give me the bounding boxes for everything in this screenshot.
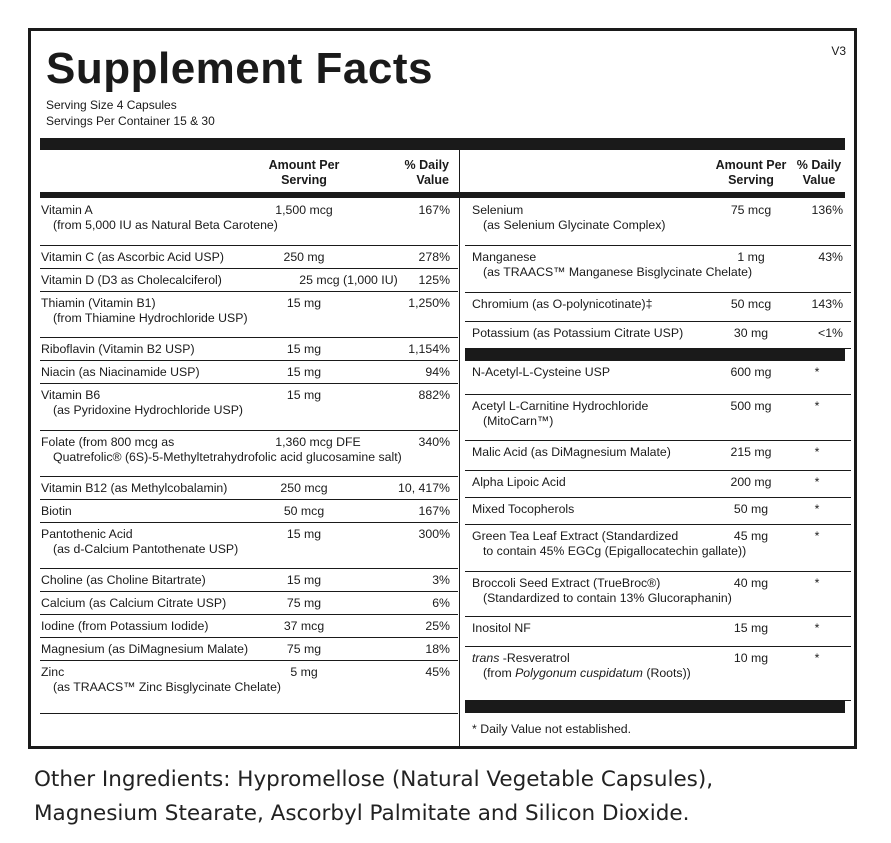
right-thick-bar-1 xyxy=(465,349,845,361)
amount-per-serving: 1,500 mcg xyxy=(275,203,333,217)
dv-header-line1: % Daily xyxy=(404,158,449,172)
daily-value: * xyxy=(814,399,820,413)
nutrient-source: (as Selenium Glycinate Complex) xyxy=(483,218,666,232)
right-row-divider xyxy=(465,245,851,246)
nutrient-name: Thiamin (Vitamin B1) xyxy=(41,296,156,310)
amount-per-serving: 250 mcg xyxy=(280,481,328,495)
right-row-divider xyxy=(465,497,851,498)
amount-header-left xyxy=(249,158,359,188)
nutrient-name: Vitamin A xyxy=(41,203,93,217)
nutrient-name: Inositol NF xyxy=(472,621,531,635)
left-row-divider xyxy=(40,476,458,477)
daily-value: * xyxy=(814,529,820,543)
daily-value: 167% xyxy=(418,504,450,518)
nutrient-source: (as TRAACS™ Manganese Bisglycinate Chelate) xyxy=(483,265,753,279)
left-row-divider xyxy=(40,614,458,615)
left-row-divider xyxy=(40,291,458,292)
dv-header-line2: Value xyxy=(802,173,836,187)
left-row-divider xyxy=(40,268,458,269)
amount-per-serving: 250 mg xyxy=(283,250,325,264)
amount-header-line1: Amount Per xyxy=(268,158,340,172)
nutrient-name: Calcium (as Calcium Citrate USP) xyxy=(41,596,227,610)
nutrient-name: Riboflavin (Vitamin B2 USP) xyxy=(41,342,195,356)
nutrient-name: Vitamin B6 xyxy=(41,388,101,402)
amount-per-serving: 15 mg xyxy=(286,388,322,402)
daily-value: * xyxy=(814,651,820,665)
amount-header-right xyxy=(701,158,801,188)
version-label: V3 xyxy=(831,44,846,58)
amount-header-line2: Serving xyxy=(281,173,327,187)
left-row-divider xyxy=(40,522,458,523)
daily-value: * xyxy=(814,365,820,379)
header-thick-bar xyxy=(40,192,845,198)
daily-value: 1,154% xyxy=(408,342,450,356)
amount-per-serving: 15 mg xyxy=(286,296,322,310)
serving-size: Serving Size 4 Capsules xyxy=(46,98,177,112)
nutrient-source: (as d-Calcium Pantothenate USP) xyxy=(53,542,239,556)
amount-per-serving: 15 mg xyxy=(286,342,322,356)
amount-per-serving: 75 mg xyxy=(286,642,322,656)
right-row-divider xyxy=(465,646,851,647)
nutrient-name: Acetyl L-Carnitine Hydrochloride xyxy=(472,399,649,413)
column-separator xyxy=(459,150,460,746)
right-row-divider xyxy=(465,440,851,441)
amount-per-serving: 75 mg xyxy=(286,596,322,610)
nutrient-name: Folate (from 800 mcg as xyxy=(41,435,175,449)
right-row-divider xyxy=(465,616,851,617)
right-row-divider xyxy=(465,524,851,525)
nutrient-name: Vitamin B12 (as Methylcobalamin) xyxy=(41,481,228,495)
amount-per-serving: 37 mcg xyxy=(283,619,325,633)
nutrient-name: Alpha Lipoic Acid xyxy=(472,475,566,489)
dv-header-line2: Value xyxy=(416,173,449,187)
nutrient-source: (MitoCarn™) xyxy=(483,414,554,428)
daily-value: 43% xyxy=(818,250,843,264)
amount-per-serving: 30 mg xyxy=(733,326,769,340)
amount-per-serving: 50 mcg xyxy=(283,504,325,518)
dv-header-line1: % Daily xyxy=(796,158,842,172)
amount-per-serving: 15 mg xyxy=(286,573,322,587)
daily-value: 136% xyxy=(811,203,843,217)
amount-per-serving: 600 mg xyxy=(730,365,772,379)
nutrient-name: Pantothenic Acid xyxy=(41,527,133,541)
other-ingredients-line1: Other Ingredients: Hypromellose (Natural Vegetable Capsules), xyxy=(34,767,714,792)
top-thick-bar xyxy=(40,138,845,150)
nutrient-name-italic: trans xyxy=(472,651,500,665)
amount-per-serving: 15 mg xyxy=(286,527,322,541)
amount-per-serving: 5 mg xyxy=(290,665,318,679)
nutrient-name: Choline (as Choline Bitartrate) xyxy=(41,573,206,587)
nutrient-source: (from Polygonum cuspidatum (Roots)) xyxy=(483,666,691,680)
nutrient-source: (as TRAACS™ Zinc Bisglycinate Chelate) xyxy=(53,680,282,694)
left-row-divider xyxy=(40,568,458,569)
nutrient-name: Biotin xyxy=(41,504,72,518)
daily-value: <1% xyxy=(818,326,843,340)
nutrient-source: to contain 45% EGCg (Epigallocatechin gallate)) xyxy=(483,544,747,558)
nutrient-source: (from 5,000 IU as Natural Beta Carotene) xyxy=(53,218,278,232)
daily-value: * xyxy=(814,621,820,635)
left-row-divider xyxy=(40,713,458,714)
left-row-divider xyxy=(40,499,458,500)
daily-value: * xyxy=(814,576,820,590)
nutrient-name: Vitamin C (as Ascorbic Acid USP) xyxy=(41,250,224,264)
left-row-divider xyxy=(40,360,458,361)
daily-value: 278% xyxy=(418,250,450,264)
left-row-divider xyxy=(40,245,458,246)
nutrient-name: Malic Acid (as DiMagnesium Malate) xyxy=(472,445,671,459)
amount-per-serving: 1,360 mcg DFE xyxy=(275,435,361,449)
daily-value: 125% xyxy=(418,273,450,287)
right-row-divider xyxy=(465,394,851,395)
amount-per-serving: 215 mg xyxy=(730,445,772,459)
daily-value: 18% xyxy=(425,642,450,656)
supplement-facts-panel xyxy=(28,28,857,749)
left-row-divider xyxy=(40,637,458,638)
nutrient-source: Quatrefolic® (6S)-5-Methyltetrahydrofolic acid glucosamine salt) xyxy=(53,450,402,464)
other-ingredients xyxy=(34,763,713,831)
amount-per-serving: 10 mg xyxy=(733,651,769,665)
daily-value: * xyxy=(814,502,820,516)
nutrient-name: Zinc xyxy=(41,665,65,679)
nutrient-name: Chromium (as O-polynicotinate)‡ xyxy=(472,297,653,311)
nutrient-name: Vitamin D (D3 as Cholecalciferol) xyxy=(41,273,222,287)
daily-value: 25% xyxy=(425,619,450,633)
dv-header-left xyxy=(386,158,449,188)
daily-value: 3% xyxy=(432,573,450,587)
panel-title: Supplement Facts xyxy=(46,44,433,93)
left-row-divider xyxy=(40,337,458,338)
nutrient-name: Iodine (from Potassium Iodide) xyxy=(41,619,209,633)
daily-value: 340% xyxy=(418,435,450,449)
amount-per-serving: 15 mg xyxy=(733,621,769,635)
amount-header-line2: Serving xyxy=(728,173,774,187)
dv-header-right xyxy=(789,158,849,188)
nutrient-name: Manganese xyxy=(472,250,537,264)
nutrient-source: (Standardized to contain 13% Glucoraphanin) xyxy=(483,591,732,605)
amount-per-serving: 50 mcg xyxy=(730,297,772,311)
left-row-divider xyxy=(40,660,458,661)
amount-per-serving: 50 mg xyxy=(733,502,769,516)
right-row-divider xyxy=(465,321,851,322)
amount-per-serving: 200 mg xyxy=(730,475,772,489)
nutrient-source: (from Thiamine Hydrochloride USP) xyxy=(53,311,248,325)
daily-value: 45% xyxy=(425,665,450,679)
nutrient-name: trans -Resveratrol xyxy=(472,651,570,665)
nutrient-name: Magnesium (as DiMagnesium Malate) xyxy=(41,642,249,656)
servings-per-container: Servings Per Container 15 & 30 xyxy=(46,114,215,128)
daily-value: 10, 417% xyxy=(398,481,450,495)
nutrient-name: N-Acetyl-L-Cysteine USP xyxy=(472,365,611,379)
daily-value: * xyxy=(814,475,820,489)
source-italic: Polygonum cuspidatum xyxy=(515,666,643,680)
nutrient-name: Broccoli Seed Extract (TrueBroc®) xyxy=(472,576,661,590)
daily-value: 94% xyxy=(425,365,450,379)
amount-per-serving: 25 mcg (1,000 IU) xyxy=(299,273,398,287)
daily-value: 300% xyxy=(418,527,450,541)
daily-value: 167% xyxy=(418,203,450,217)
daily-value: 6% xyxy=(432,596,450,610)
nutrient-name: Niacin (as Niacinamide USP) xyxy=(41,365,200,379)
nutrient-name: Mixed Tocopherols xyxy=(472,502,575,516)
amount-per-serving: 75 mcg xyxy=(730,203,772,217)
amount-per-serving: 15 mg xyxy=(286,365,322,379)
daily-value: * xyxy=(814,445,820,459)
nutrient-source: (as Pyridoxine Hydrochloride USP) xyxy=(53,403,243,417)
amount-per-serving: 1 mg xyxy=(737,250,765,264)
right-row-divider xyxy=(465,470,851,471)
left-row-divider xyxy=(40,430,458,431)
daily-value: 1,250% xyxy=(408,296,450,310)
right-thick-bar-2 xyxy=(465,701,845,713)
amount-per-serving: 45 mg xyxy=(733,529,769,543)
footnote: * Daily Value not established. xyxy=(472,722,632,736)
amount-per-serving: 500 mg xyxy=(730,399,772,413)
nutrient-name: Potassium (as Potassium Citrate USP) xyxy=(472,326,684,340)
amount-header-line1: Amount Per xyxy=(715,158,787,172)
amount-per-serving: 40 mg xyxy=(733,576,769,590)
left-row-divider xyxy=(40,591,458,592)
other-ingredients-line2: Magnesium Stearate, Ascorbyl Palmitate and Silicon Dioxide. xyxy=(34,801,690,826)
nutrient-name: Green Tea Leaf Extract (Standardized xyxy=(472,529,679,543)
left-row-divider xyxy=(40,383,458,384)
daily-value: 143% xyxy=(811,297,843,311)
right-row-divider xyxy=(465,571,851,572)
nutrient-name: Selenium xyxy=(472,203,524,217)
daily-value: 882% xyxy=(418,388,450,402)
right-row-divider xyxy=(465,292,851,293)
